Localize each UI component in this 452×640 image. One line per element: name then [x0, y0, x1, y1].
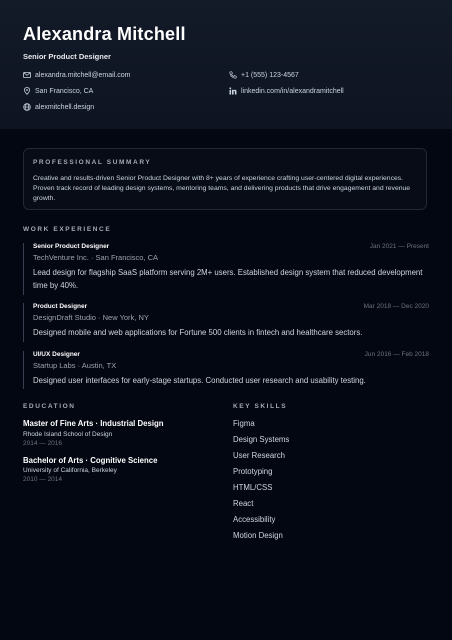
education-years: 2014 — 2016	[23, 440, 63, 447]
contact-linkedin[interactable]	[229, 87, 344, 95]
contact-email[interactable]	[23, 71, 130, 79]
job-description: Designed mobile and web applications for Fortune 500 clients in fintech and healthcare sectors.	[33, 328, 363, 337]
experience-item	[23, 351, 429, 389]
contact-linkedin-text: linkedin.com/in/alexandramitchell	[241, 87, 344, 95]
candidate-name: Alexandra Mitchell	[23, 24, 186, 44]
skill-item: Motion Design	[233, 531, 283, 540]
mail-icon	[23, 71, 31, 79]
summary-heading: PROFESSIONAL SUMMARY	[33, 159, 152, 166]
job-title: UI/UX Designer	[33, 351, 80, 358]
contact-website-text: alexmitchell.design	[35, 103, 95, 111]
skill-item: HTML/CSS	[233, 483, 273, 492]
job-company: TechVenture Inc. · San Francisco, CA	[33, 253, 159, 262]
skill-item: User Research	[233, 451, 285, 460]
candidate-role: Senior Product Designer	[23, 52, 111, 61]
linkedin-icon	[229, 87, 237, 95]
education-years: 2010 — 2014	[23, 476, 63, 483]
experience-item	[23, 243, 429, 295]
contact-location-text: San Francisco, CA	[35, 87, 94, 95]
education-school: Rhode Island School of Design	[23, 431, 113, 438]
globe-icon	[23, 103, 31, 111]
job-company: Startup Labs · Austin, TX	[33, 361, 117, 370]
job-dates: Jan 2021 — Present	[369, 243, 429, 250]
professional-summary-card	[23, 148, 427, 210]
summary-text: Creative and results-driven Senior Product Designer with 8+ years of experience crafting user-centered digital experiences. Proven track record of leading design systems, mentoring teams, and delivering products that drive engagement and revenue growth.	[33, 175, 411, 202]
education-heading: EDUCATION	[23, 403, 76, 410]
contact-phone-text: +1 (555) 123-4567	[241, 71, 299, 79]
phone-icon	[229, 71, 237, 79]
skill-item: Design Systems	[233, 435, 290, 444]
skill-item: Figma	[233, 419, 255, 428]
job-company: DesignDraft Studio · New York, NY	[33, 313, 149, 322]
job-title: Senior Product Designer	[33, 243, 110, 250]
work-experience-heading: WORK EXPERIENCE	[23, 226, 112, 233]
skill-item: React	[233, 499, 254, 508]
contact-location	[23, 87, 93, 95]
map-pin-icon	[23, 87, 31, 95]
resume-header	[0, 0, 452, 129]
job-dates: Jun 2016 — Feb 2018	[364, 351, 429, 358]
skill-item: Prototyping	[233, 467, 273, 476]
education-degree: Bachelor of Arts · Cognitive Science	[23, 456, 158, 465]
contact-phone[interactable]	[229, 71, 299, 79]
job-description: Lead design for flagship SaaS platform serving 2M+ users. Established design system that reduced development time by 40%.	[33, 268, 423, 290]
job-description: Designed user interfaces for early-stage startups. Conducted user research and usability testing.	[33, 376, 366, 385]
contact-website[interactable]	[23, 103, 94, 111]
key-skills-heading: KEY SKILLS	[233, 403, 288, 410]
contact-email-text: alexandra.mitchell@email.com	[35, 71, 131, 79]
experience-item	[23, 303, 429, 342]
skill-item: Accessibility	[233, 515, 276, 524]
job-title: Product Designer	[33, 303, 88, 310]
job-dates: Mar 2018 — Dec 2020	[363, 303, 429, 310]
education-school: University of California, Berkeley	[23, 467, 117, 474]
education-degree: Master of Fine Arts · Industrial Design	[23, 419, 164, 428]
